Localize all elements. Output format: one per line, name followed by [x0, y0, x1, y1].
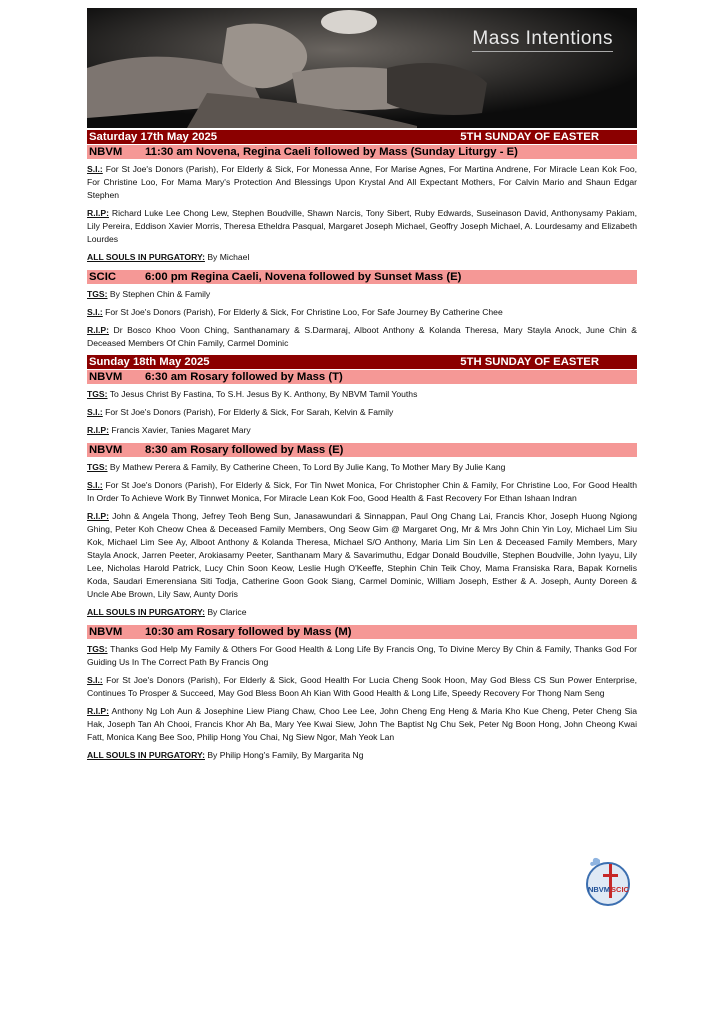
intention-si: [87, 674, 637, 700]
intention-purgatory: [87, 251, 637, 264]
mass-title: 6:30 am Rosary followed by Mass (T): [145, 371, 343, 383]
intention-text: Anthony Ng Loh Aun & Josephine Liew Piang Chaw, Choo Lee Lee, John Cheng Eng Heng & Maria Kho Kue Cheng, Peter Cheng Sia Hak, Joseph Tan Ah Chooi, Francis Khor Ah Ba, Mary Yee Kwai Siew, John The Baptist Ng Chu Sek, Peter Ng Boon Hong, John Cheong Kwai Fatt, Monica Kang Bee Soo, Philip Hong You Chai, Ng Siew Ngor, Mah Yeok Lan: [87, 706, 637, 742]
intention-label: R.I.P:: [87, 706, 109, 716]
mass-place: NBVM: [89, 444, 123, 456]
mass-place: NBVM: [89, 626, 123, 638]
intention-label: S.I.:: [87, 307, 103, 317]
day-occasion: 5TH SUNDAY OF EASTER: [460, 131, 599, 143]
intention-tgs: [87, 388, 637, 401]
intention-si: [87, 406, 637, 419]
intention-label: TGS:: [87, 462, 108, 472]
mass-header: [87, 145, 637, 159]
intention-label: TGS:: [87, 289, 108, 299]
day-header-saturday: [87, 130, 637, 144]
chalice-photo: [87, 8, 637, 128]
intention-rip: [87, 510, 637, 601]
intention-label: R.I.P:: [87, 511, 109, 521]
intention-text: Richard Luke Lee Chong Lew, Stephen Boudville, Shawn Narcis, Tony Sibert, Ruby Edwards, Suseinason David, Anthonysamy Pakiam, Lily Pereira, Eddison Xavier Morris, Theresa Etheldra Pasqual, Margaret Joseph Michael, Geoffry Joseph Michael, A. Lourdesamy and Elizabeth Lourdes: [87, 208, 637, 244]
intention-text: By Michael: [207, 252, 250, 262]
intention-text: Dr Bosco Khoo Voon Ching, Santhanamary & S.Darmaraj, Alboot Anthony & Kolanda Theresa, Mary Stayla Anock, June Chin & Deceased Members Of Chin Family, Carmel Dominic: [87, 325, 637, 348]
intention-rip: [87, 324, 637, 350]
intention-label: R.I.P:: [87, 325, 109, 335]
intention-label: R.I.P:: [87, 208, 109, 218]
intention-si: [87, 163, 637, 202]
parish-logo: [580, 852, 636, 908]
intention-label: S.I.:: [87, 407, 103, 417]
intention-label: R.I.P:: [87, 425, 109, 435]
day-date: Saturday 17th May 2025: [89, 131, 218, 143]
intention-text: To Jesus Christ By Fastina, To S.H. Jesus By K. Anthony, By NBVM Tamil Youths: [109, 389, 418, 399]
intention-label: ALL SOULS IN PURGATORY:: [87, 750, 205, 760]
intention-text: For St Joe's Donors (Parish), For Elderly & Sick, For Christine Loo, For Safe Journey By Catherine Chee: [105, 307, 503, 317]
intention-text: For St Joe's Donors (Parish), For Elderly & Sick, Good Health For Lucia Cheng Sook Hoon, May God Bless CS Sun Power Enterprise, Continues To Prosper & Succeed, May God Bless Boon Ah Kian With Good Health & Long Life, Speedy Recovery For Thong Nam Seng: [87, 675, 638, 698]
mass-header: [87, 625, 637, 639]
intention-text: For St Joe's Donors (Parish), For Elderly & Sick, For Sarah, Kelvin & Family: [105, 407, 394, 417]
parish-logo-icon: [580, 852, 636, 908]
intention-label: S.I.:: [87, 480, 103, 490]
intention-rip: [87, 207, 637, 246]
intention-tgs: [87, 643, 637, 669]
mass-place: SCIC: [89, 271, 116, 283]
mass-header: [87, 270, 637, 284]
day-occasion: 5TH SUNDAY OF EASTER: [460, 356, 599, 368]
intention-label: TGS:: [87, 389, 108, 399]
mass-header: [87, 370, 637, 384]
intention-text: For St Joe's Donors (Parish), For Elderly & Sick, For Tin Nwet Monica, For Christopher Chin & Family, For Christine Loo, For Good Health In Order To Achieve Work By Tinnwet Monica, For Miracle Lean Kok Foo, Good Health & Fast Recovery For Ethan Ishaan Indran: [87, 480, 638, 503]
intention-text: Thanks God Help My Family & Others For Good Health & Long Life By Francis Ong, To Divine Mercy By Chin & Family, Thanks God For Guiding Us In The Correct Path By Francis Ong: [87, 644, 637, 667]
day-header-sunday: [87, 355, 637, 369]
logo-text-scic: SCIC: [611, 885, 629, 894]
intention-text: By Mathew Perera & Family, By Catherine Cheen, To Lord By Julie Kang, To Mother Mary By Julie Kang: [109, 462, 506, 472]
intention-label: S.I.:: [87, 675, 103, 685]
intention-purgatory: [87, 606, 637, 619]
mass-intentions-banner: [87, 8, 637, 128]
intention-label: ALL SOULS IN PURGATORY:: [87, 607, 205, 617]
mass-title: 11:30 am Novena, Regina Caeli followed by Mass (Sunday Liturgy - E): [145, 146, 518, 158]
intention-text: For St Joe's Donors (Parish), For Elderly & Sick, For Monessa Anne, For Marise Agnes, For Martina Andrene, For Miracle Lean Kok Foo, For Christine Loo, For Mama Mary's Protection And Blessings Upon Krystal And All Expectant Mothers, For Calvin Mario and Shaun Edgar Stephen: [87, 164, 637, 200]
intention-text: By Philip Hong's Family, By Margarita Ng: [207, 750, 364, 760]
banner-title: Mass Intentions: [472, 28, 613, 52]
intention-text: By Clarice: [207, 607, 247, 617]
intention-text: By Stephen Chin & Family: [109, 289, 211, 299]
mass-place: NBVM: [89, 371, 123, 383]
mass-header: [87, 443, 637, 457]
intention-label: TGS:: [87, 644, 108, 654]
intention-si: [87, 306, 637, 319]
intention-text: Francis Xavier, Tanies Magaret Mary: [111, 425, 251, 435]
intention-purgatory: [87, 749, 637, 762]
mass-title: 10:30 am Rosary followed by Mass (M): [145, 626, 352, 638]
intention-text: John & Angela Thong, Jefrey Teoh Beng Sun, Janasawundari & Sinnappan, Paul Ong Chang Lai, Francis Khor, Joseph Huong Ngiong Ghing, Peter Koh Cheow Chea & Deceased Family Members, Ong Seow Gim @ Margaret Ong, Mr & Mrs John Chin Yin Loy, Michael Lim Siu Kok, Michael Lim See Ay, Alboot Anthony & Kolanda Theresa, Michael S/O Anthony, Maria Lim Sin Len & Deceased Family Members, Mary Stayla Anock, Jarren Peeter, Arokiasamy Peeter, Santhanam Mary & Savarimuthu, Edgar Donald Boudville, Stephen Boudville, John Iyayu, Lily Lee, Nicholas Harold Patrick, Lucy Chin Soon Keow, Leslie Hugh O'Keeffe, Stephin Chin Teik Choy, Mama Fransiska Rara, Bapak Kornelis Koda, Saudari Emerensiana Siti Todja, Catherine Goon Gook Siang, Carmel Dominic, William Joseph, Esther & A. Joseph, Aunty Doreen & Uncle Abe Brown, Lily Saw, Aunty Doris: [87, 511, 637, 599]
intention-si: [87, 479, 637, 505]
day-date: Sunday 18th May 2025: [89, 356, 210, 368]
intention-rip: [87, 705, 637, 744]
intention-tgs: [87, 288, 637, 301]
intention-tgs: [87, 461, 637, 474]
intention-label: S.I.:: [87, 164, 103, 174]
logo-text-nbvm: NBVM: [587, 885, 611, 894]
mass-title: 8:30 am Rosary followed by Mass (E): [145, 444, 344, 456]
bulletin-page: [87, 8, 637, 767]
intention-label: ALL SOULS IN PURGATORY:: [87, 252, 205, 262]
mass-title: 6:00 pm Regina Caeli, Novena followed by Sunset Mass (E): [145, 271, 462, 283]
intention-rip: [87, 424, 637, 437]
mass-place: NBVM: [89, 146, 123, 158]
